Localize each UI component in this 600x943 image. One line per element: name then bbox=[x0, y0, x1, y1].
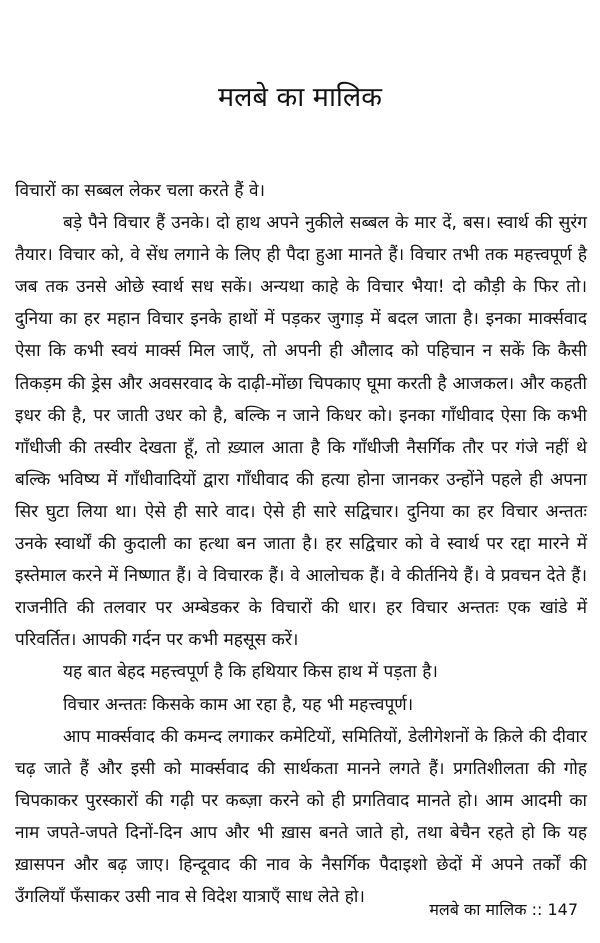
paragraph-3: यह बात बेहद महत्त्वपूर्ण है कि हथियार किस हाथ में पड़ता है। bbox=[63, 662, 438, 683]
running-title: मलबे का मालिक bbox=[429, 900, 527, 919]
paragraph-2: बड़े पैने विचार हैं उनके। दो हाथ अपने नुकीले सब्बल के मार दें, बस। स्वार्थ की सुरंग तैयार। विचार को, वे सेंध लगाने के लिए ही पैदा हुआ मानते हैं। विचार तभी तक महत्त्वपूर्ण है जब तक उनसे ओछे स्वार्थ सध सकें। अन्यथा काहे के विचार भैया! दो कौड़ी के फिर तो। दुनिया का हर महान विचार इनके हाथों में पड़कर जुगाड़ में बदल जाता है। इनका मार्क्सवाद ऐसा कि कभी स्वयं मार्क्स मिल जाएँ, तो अपनी ही औलाद को पहिचान न सकें कि कैसी तिकड़म की ड्रेस और अवसरवाद के दाढ़ी-मोंछा चिपकाए घूमा करती है आजकल। और कहती इधर की है, पर जाती उधर को है, बल्कि न जाने किधर को। इनका गाँधीवाद ऐसा कि कभी गाँधीजी की तस्वीर देखता हूँ, तो ख़्याल आता है कि गाँधीजी नैसर्गिक तौर पर गंजे नहीं थे बल्कि भविष्य में गाँधीवादियों द्वारा गाँधीवाद की हत्या होना जानकर उन्होंने पहले ही अपना सिर घुटा लिया था। ऐसे ही सारे वाद। ऐसे ही सारे सद्विचार। दुनिया का हर विचार अन्ततः उनके स्वार्थों की कुदाली का हत्था बन जाता है। हर सद्विचार को वे स्वार्थ पर रद्दा मारने में इस्तेमाल करने में निष्णात हैं। वे विचारक हैं। वे आलोचक हैं। वे कीर्तनिये हैं। वे प्रवचन देते हैं। राजनीति की तलवार पर अम्बेडकर के विचारों की धार। हर विचार अन्ततः एक खांडे में परिवर्तित। आपकी गर्दन पर कभी महसूस करें। bbox=[15, 213, 587, 651]
chapter-title: मलबे का मालिक bbox=[218, 82, 382, 113]
page-number: 147 bbox=[547, 900, 578, 919]
chapter-body bbox=[15, 175, 587, 913]
paragraph-4: विचार अन्ततः किसके काम आ रहा है, यह भी महत्त्वपूर्ण। bbox=[63, 694, 414, 715]
paragraph-5: आप मार्क्सवाद की कमन्द लगाकर कमेटियों, समितियों, डेलीगेशनों के क़िले की दीवार चढ़ जाते हैं और इसी को मार्क्सवाद की सार्थकता मानने लगते हैं। प्रगतिशीलता की गोह चिपकाकर पुरस्कारों की गढ़ी पर कब्ज़ा करने को ही प्रगतिवाद मानते हो। आम आदमी का नाम जपते-जपते दिनों-दिन आप और भी ख़ास बनते जाते हो, तथा बेचैन रहते हो कि यह ख़ासपन और बढ़ जाए। हिन्दूवाद की नाव के नैसर्गिक पैदाइशो छेदों में अपने तर्कों की उँगलियाँ फँसाकर उसी नाव से विदेश यात्राएँ साध लेते हो। bbox=[15, 726, 587, 908]
footer-separator: :: bbox=[531, 900, 543, 919]
paragraph-1: विचारों का सब्बल लेकर चला करते हैं वे। bbox=[15, 181, 266, 201]
page-footer bbox=[429, 898, 578, 922]
